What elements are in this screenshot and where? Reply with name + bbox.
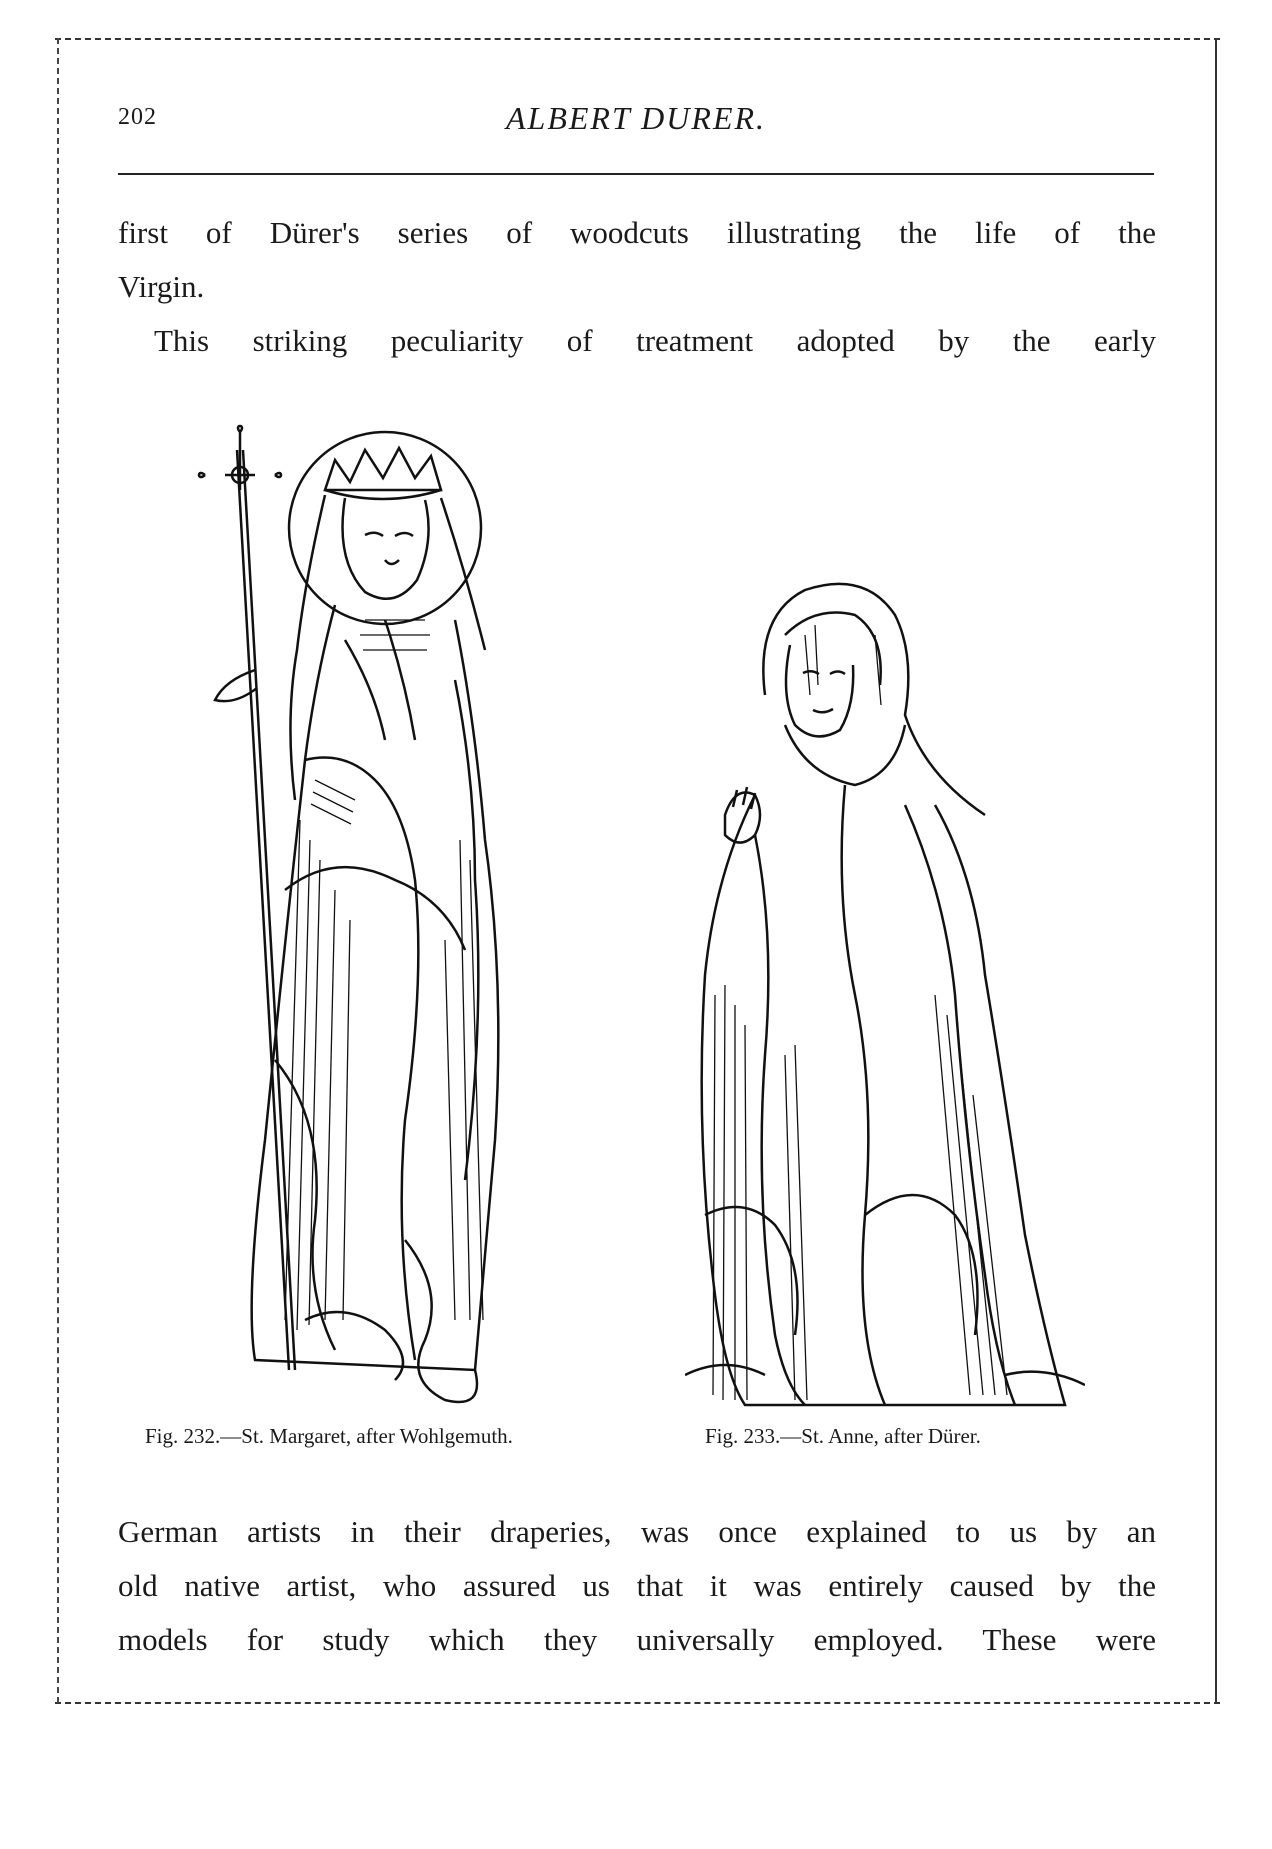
bottom-paragraph (118, 1505, 1156, 1667)
page-border-right (1215, 38, 1217, 1703)
running-title: ALBERT DURER. (505, 100, 767, 136)
page-border-top (55, 38, 1220, 40)
st-margaret-illustration (185, 420, 555, 1410)
text-line: This striking peculiarity of treatment adopted by the early (154, 323, 1156, 358)
page-number: 202 (118, 104, 157, 130)
top-paragraph (118, 206, 1156, 368)
running-head (118, 100, 1154, 140)
page-border-left (57, 38, 59, 1703)
text-line: first of Dürer's series of woodcuts illustrating the life of the (118, 215, 1156, 250)
page-border-bottom (55, 1702, 1220, 1704)
text-line: Virgin. (118, 269, 205, 304)
figure-232-caption: Fig. 232.—St. Margaret, after Wohlgemuth. (145, 1424, 513, 1448)
text-line: German artists in their draperies, was once explained to us by an (118, 1514, 1156, 1549)
figure-st-anne (685, 575, 1085, 1410)
figure-st-margaret (185, 420, 555, 1410)
text-line: models for study which they universally employed. These were (118, 1622, 1156, 1657)
header-rule (118, 173, 1154, 175)
text-line: old native artist, who assured us that it was entirely caused by the (118, 1568, 1156, 1603)
st-anne-illustration (685, 575, 1085, 1410)
figure-233-caption: Fig. 233.—St. Anne, after Dürer. (705, 1424, 981, 1448)
